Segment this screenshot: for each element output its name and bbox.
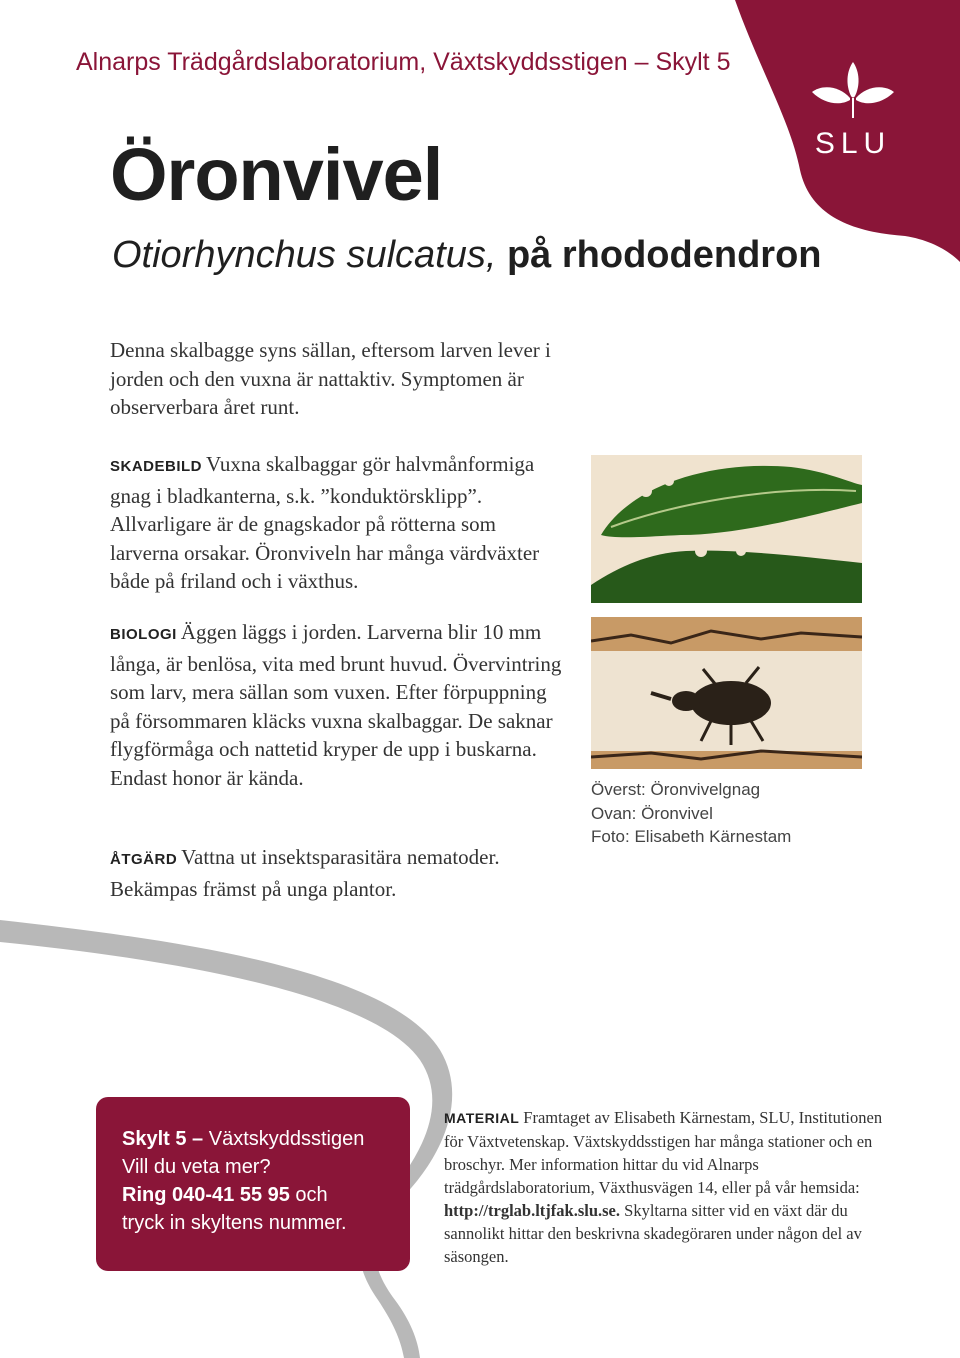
material-label: MATERIAL <box>444 1110 520 1126</box>
logo-text: SLU <box>814 127 892 160</box>
photo-leaf-damage <box>591 455 862 603</box>
section-damage <box>110 450 570 596</box>
latin-name: Otiorhynchus sulcatus, <box>112 234 497 276</box>
action-text: Vattna ut insektsparasitära nematoder. Bekämpas främst på unga plantor. <box>110 845 500 901</box>
caption-line-2: Ovan: Öronvivel <box>591 803 713 823</box>
biology-label: BIOLOGI <box>110 626 177 643</box>
info-line-4: tryck in skyltens nummer. <box>122 1212 347 1234</box>
photo-weevil <box>591 617 862 769</box>
section-biology <box>110 618 570 793</box>
slu-trefoil-icon <box>808 58 898 120</box>
action-label: ÅTGÄRD <box>110 851 178 868</box>
caption-line-1: Överst: Öronvivelgnag <box>591 780 761 799</box>
damage-label: SKADEBILD <box>110 458 203 475</box>
host-plant: på rhododendron <box>506 234 822 276</box>
page-title: Öronvivel <box>110 133 443 216</box>
material-text-after: Skyltarna sitter vid en växt där du sannolikt hittar den beskrivna skadegöraren under någon del av säsongen. <box>444 1201 862 1266</box>
leaf-image <box>591 455 862 603</box>
subtitle <box>112 234 822 277</box>
header-line: Alnarps Trädgårdslaboratorium, Växtskyddsstigen – Skylt 5 <box>76 48 731 76</box>
weevil-image <box>591 617 862 769</box>
sign-number: Skylt 5 – <box>122 1128 204 1150</box>
phone-number: Ring 040-41 55 95 <box>122 1184 290 1206</box>
intro-text: Denna skalbagge syns sällan, eftersom larven lever i jorden och den vuxna är nattaktiv. Symptomen är observerbara året runt. <box>110 338 551 420</box>
biology-text: Äggen läggs i jorden. Larverna blir 10 mm långa, är benlösa, vita med brunt huvud. Övervintring som larv, mera sällan som vuxen. Efter förpuppning på försommaren kläcks vuxna skalbaggar. De saknar flygförmåga och nattetid kryper de upp i buskarna. Endast honor är kända. <box>110 620 562 790</box>
info-line-2: Vill du veta mer? <box>122 1156 271 1178</box>
material-paragraph <box>444 1106 892 1268</box>
info-and: och <box>289 1184 328 1206</box>
info-line-3 <box>122 1181 410 1209</box>
material-text-before: Framtaget av Elisabeth Kärnestam, SLU, Institutionen för Växtvetenskap. Växtskyddsstigen har många stationer och en broschyr. Mer information hittar du vid Alnarps trädgårdslaboratorium, Växthusvägen 14, eller på vår hemsida: <box>444 1108 883 1197</box>
slu-logo <box>808 58 898 161</box>
section-action <box>110 843 570 903</box>
photo-caption <box>591 778 791 849</box>
caption-line-3: Foto: Elisabeth Kärnestam <box>591 827 792 846</box>
info-trail-name: Växtskyddsstigen <box>203 1128 365 1150</box>
website-link[interactable]: http://trglab.ltjfak.slu.se. <box>444 1201 621 1220</box>
damage-text: Vuxna skalbaggar gör halvmånformiga gnag i bladkanterna, s.k. ”konduktörsklipp”. Allvarligare är de gnagskador på rötterna som larverna orsakar. Öronviveln har många värdväxter både på friland och i växthus. <box>110 452 540 594</box>
intro-paragraph <box>110 336 570 422</box>
info-box <box>96 1097 410 1271</box>
info-line-1 <box>122 1125 410 1153</box>
